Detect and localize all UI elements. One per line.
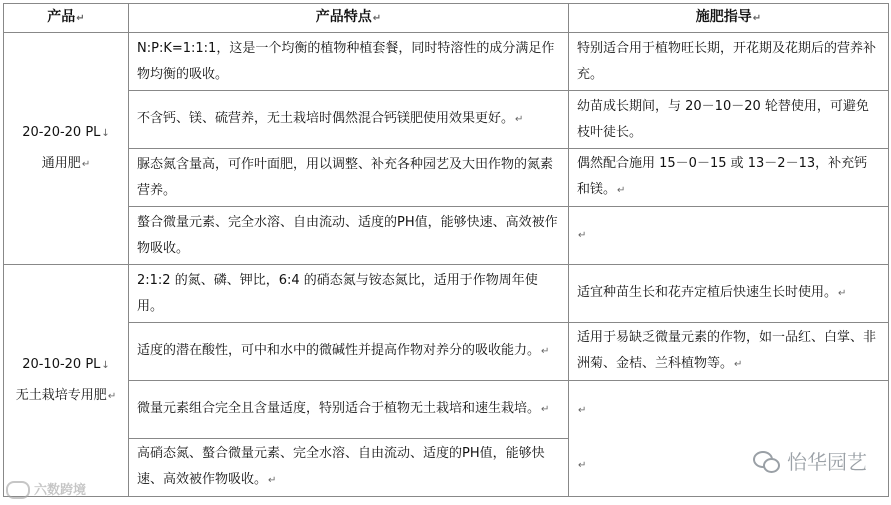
table-row [4,207,889,265]
product-name: 20-20-20 PL↓ [22,124,110,140]
feature-cell: 2:1:2 的氮、磷、钾比，6:4 的硝态氮与铵态氮比，适用于作物周年使用。 [129,265,569,323]
product-type: 无土栽培专用肥↵ [15,387,117,403]
header-guide: 施肥指导↵ [569,4,889,33]
feature-cell: 不含钙、镁、硫营养，无土栽培时偶然混合钙镁肥使用效果更好。↵ [129,91,569,149]
watermark-left: 六数跨境 [6,479,86,500]
guide-cell: 幼苗成长期间，与 20－10－20 轮替使用，可避免枝叶徒长。 [569,91,889,149]
feature-cell: 适度的潜在酸性，可中和水中的微碱性并提高作物对养分的吸收能力。↵ [129,323,569,381]
guide-cell: 适宜种苗生长和花卉定植后快速生长时使用。↵ [569,265,889,323]
product-type: 通用肥↵ [41,155,91,171]
watermark-right: 怡华园艺 [753,446,867,475]
feature-cell: 螯合微量元素、完全水溶、自由流动、适度的PH值，能够快速、高效被作物吸收。 [129,207,569,265]
table-row [4,91,889,149]
guide-cell: ↵ [569,207,889,265]
header-product: 产品↵ [4,4,129,33]
guide-cell: 特别适合用于植物旺长期，开花期及花期后的营养补充。 [569,33,889,91]
table-row [4,265,889,323]
product-name: 20-10-20 PL↓ [22,356,110,372]
wechat-icon [753,451,779,471]
feature-cell: 高硝态氮、螯合微量元素、完全水溶、自由流动、适度的PH值，能够快速、高效被作物吸收。↵ [129,439,569,497]
table-row [4,323,889,381]
guide-cell: 适用于易缺乏微量元素的作物，如一品红、白掌、非洲菊、金桔、兰科植物等。↵ [569,323,889,381]
header-features: 产品特点↵ [129,4,569,33]
watermark-logo-icon [6,481,30,499]
feature-cell: N:P:K=1:1:1，这是一个均衡的植物种植套餐，同时特溶性的成分满足作物均衡的吸收。 [129,33,569,91]
guide-cell: 偶然配合施用 15－0－15 或 13－2－13，补充钙和镁。↵ [569,149,889,207]
product-cell [4,265,129,497]
table-row [4,33,889,91]
fertilizer-table [3,3,889,497]
table-row [4,381,889,439]
feature-cell: 脲态氮含量高，可作叶面肥，用以调整、补充各种园艺及大田作物的氮素营养。 [129,149,569,207]
table-row [4,149,889,207]
guide-cell: ↵ ↵ [569,381,889,497]
header-row [4,4,889,33]
feature-cell: 微量元素组合完全且含量适度，特别适合于植物无土栽培和速生栽培。↵ [129,381,569,439]
product-cell [4,33,129,265]
